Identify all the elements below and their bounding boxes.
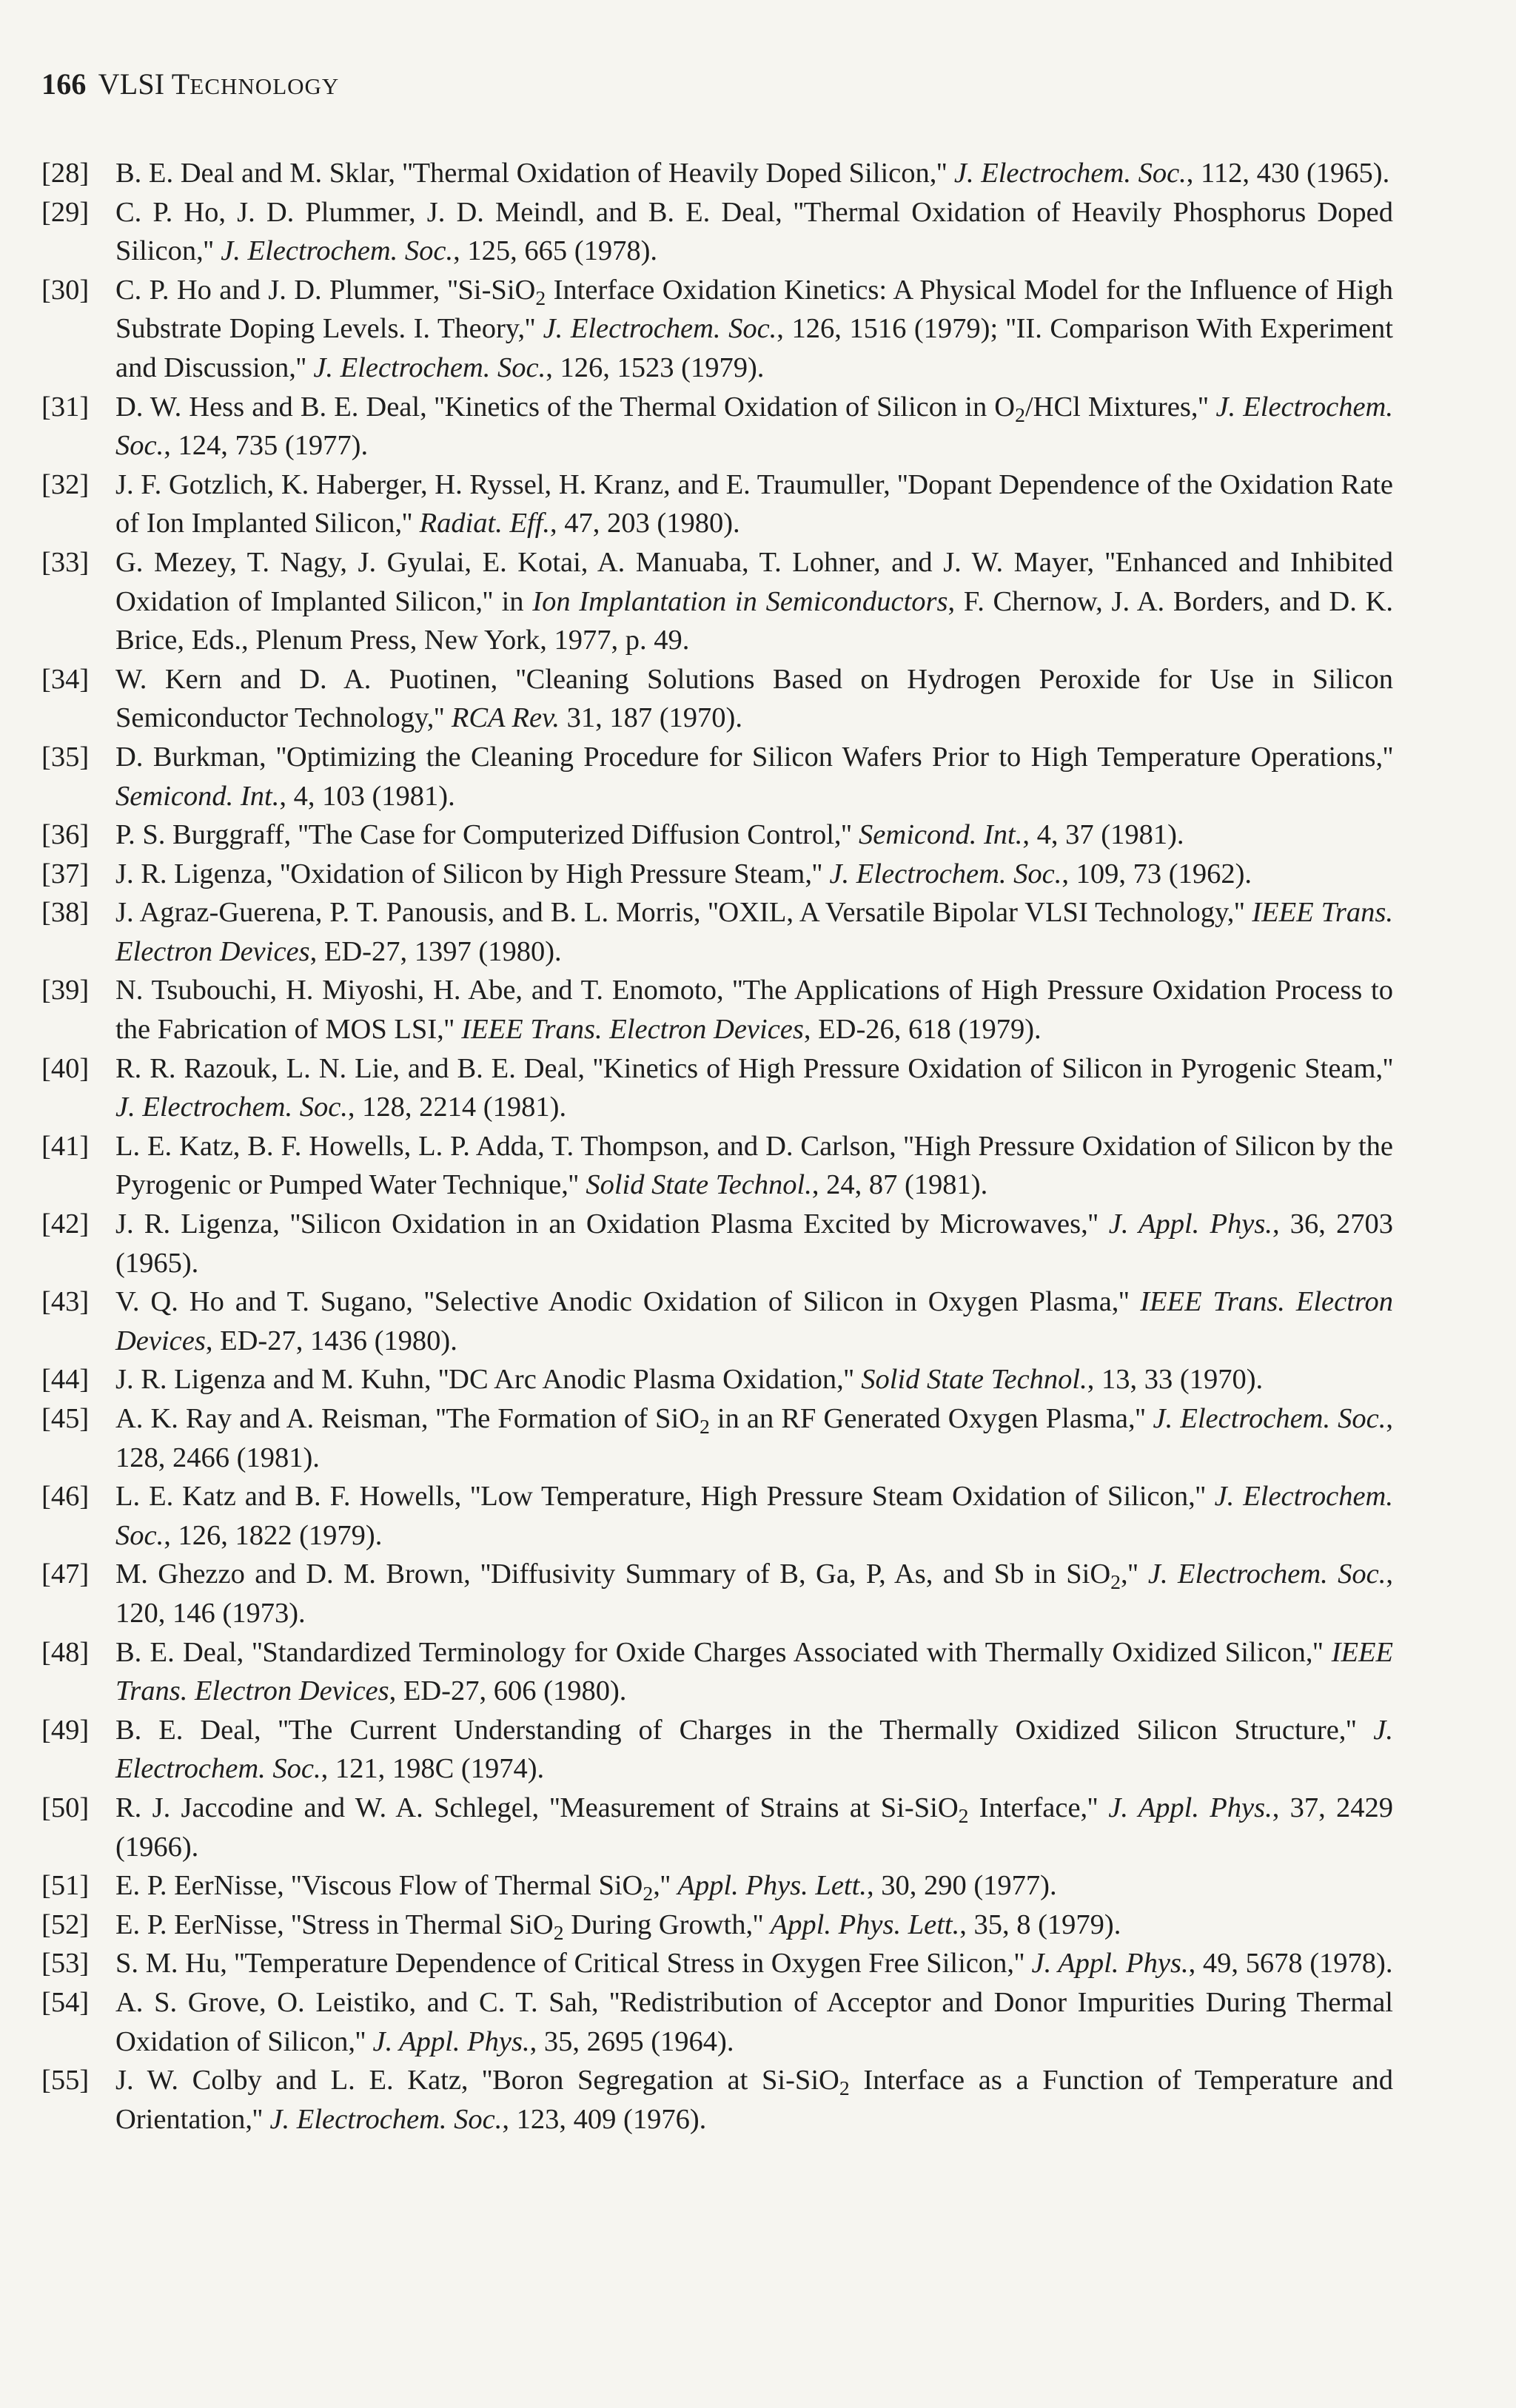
reference-number: [52] [41, 1908, 90, 1940]
reference-text [115, 1558, 1393, 1629]
reference-segment: ,'' [1121, 1558, 1148, 1590]
reference-segment: , 4, 103 (1981). [279, 780, 455, 812]
reference-number: [44] [41, 1364, 90, 1396]
reference-segment: C. P. Ho and J. D. Plummer, ''Si-SiO [115, 274, 536, 306]
reference-text [115, 547, 1393, 656]
journal-title: Semicond. Int. [859, 819, 1023, 851]
reference-segment: R. R. Razouk, L. N. Lie, and B. E. Deal, ''Kinetics of High Pressure Oxidation of Silicon in Pyrogenic Steam,'' [115, 1052, 1393, 1084]
reference-segment: , ED-27, 1397 (1980). [309, 935, 562, 967]
reference-number: [43] [41, 1286, 90, 1318]
reference-segment: D. Burkman, ''Optimizing the Cleaning Procedure for Silicon Wafers Prior to High Temperature Operations,'' [115, 741, 1393, 773]
reference-number: [30] [41, 274, 90, 306]
reference-entry [41, 1906, 1393, 1945]
reference-number: [45] [41, 1403, 90, 1434]
reference-number: [51] [41, 1870, 90, 1902]
reference-segment: B. E. Deal, ''Standardized Terminology for Oxide Charges Associated with Thermally Oxidized Silicon,'' [115, 1636, 1332, 1668]
reference-text [115, 1908, 1121, 1944]
reference-segment: B. E. Deal and M. Sklar, ''Thermal Oxidation of Heavily Doped Silicon,'' [115, 158, 954, 189]
journal-title: Solid State Technol. [861, 1364, 1087, 1396]
reference-segment: J. R. Ligenza, ''Oxidation of Silicon by High Pressure Steam,'' [115, 858, 830, 889]
reference-entry [41, 1205, 1393, 1282]
reference-number: [55] [41, 2065, 90, 2096]
journal-title: J. Electrochem. Soc. [269, 2103, 503, 2135]
reference-segment: , 37, 2429 (1966). [115, 1792, 1394, 1863]
reference-segment: 31, 187 (1970). [559, 702, 742, 734]
running-title-smallcaps: ECHNOLOGY [190, 73, 340, 99]
reference-segment: , 35, 2695 (1964). [529, 2025, 734, 2057]
page-number: 166 [41, 67, 87, 101]
reference-entry [41, 660, 1393, 738]
reference-entry [41, 543, 1393, 660]
reference-text [115, 1208, 1393, 1279]
journal-title: J. Appl. Phys. [1108, 1792, 1272, 1823]
reference-segment: , F. Chernow, J. A. Borders, and D. K. Brice, Eds., Plenum Press, New York, 1977, p. 49. [115, 585, 1393, 656]
reference-segment: L. E. Katz, B. F. Howells, L. P. Adda, T. Thompson, and D. Carlson, ''High Pressure Oxidation of Silicon by the Pyrogenic or Pumped Water Technique,'' [115, 1130, 1393, 1201]
reference-segment: , 126, 1822 (1979). [164, 1519, 383, 1551]
reference-entry [41, 738, 1393, 815]
reference-segment: , 30, 290 (1977). [866, 1870, 1057, 1902]
journal-title: Semicond. Int. [115, 780, 280, 812]
journal-title: IEEE Trans. Electron Devices [115, 1286, 1393, 1356]
reference-segment: , ED-26, 618 (1979). [803, 1014, 1042, 1046]
reference-text [115, 1481, 1393, 1551]
reference-entry [41, 971, 1393, 1049]
reference-number: [32] [41, 468, 90, 500]
reference-segment: , 128, 2214 (1981). [347, 1092, 567, 1123]
reference-segment: Interface as a Function of Temperature and Orientation,'' [115, 2065, 1394, 2135]
reference-segment: , ED-27, 606 (1980). [389, 1675, 627, 1707]
journal-title: J. Electrochem. Soc. [543, 313, 777, 345]
reference-segment: E. P. EerNisse, ''Stress in Thermal SiO [115, 1908, 554, 1940]
reference-number: [53] [41, 1948, 90, 1980]
reference-entry [41, 1477, 1393, 1555]
reference-text [115, 858, 1252, 889]
reference-entry [41, 271, 1393, 388]
reference-segment: , 125, 665 (1978). [453, 235, 658, 267]
reference-text [115, 897, 1393, 967]
journal-title: J. Appl. Phys. [372, 2025, 530, 2057]
reference-text [115, 391, 1393, 462]
reference-segment: A. S. Grove, O. Leistiko, and C. T. Sah, ''Redistribution of Acceptor and Donor Impurities During Thermal Oxidation of Silicon,'' [115, 1986, 1393, 2057]
reference-segment: , 124, 735 (1977). [164, 430, 369, 462]
reference-number: [48] [41, 1636, 90, 1668]
reference-number: [28] [41, 158, 90, 189]
journal-title: Ion Implantation in Semiconductors [532, 585, 948, 617]
reference-list [41, 154, 1393, 2139]
reference-number: [47] [41, 1558, 90, 1590]
reference-segment: S. M. Hu, ''Temperature Dependence of Critical Stress in Oxygen Free Silicon,'' [115, 1948, 1032, 1980]
journal-title: Appl. Phys. Lett. [770, 1908, 960, 1940]
reference-number: [42] [41, 1208, 90, 1240]
reference-segment: J. R. Ligenza, ''Silicon Oxidation in an Oxidation Plasma Excited by Microwaves,'' [115, 1208, 1109, 1240]
reference-segment: During Growth,'' [563, 1908, 771, 1940]
reference-segment: , 36, 2703 (1965). [115, 1208, 1394, 1279]
reference-text [115, 1715, 1393, 1785]
reference-text [115, 1286, 1393, 1356]
reference-segment: , 4, 37 (1981). [1022, 819, 1184, 851]
journal-title: J. Electrochem. Soc. [1153, 1403, 1386, 1434]
journal-title: J. Appl. Phys. [1031, 1948, 1189, 1980]
reference-segment: , 47, 203 (1980). [550, 508, 740, 539]
reference-segment: J. W. Colby and L. E. Katz, ''Boron Segregation at Si-SiO [115, 2065, 839, 2096]
journal-title: IEEE Trans. Electron Devices [115, 897, 1393, 967]
journal-title: J. Electrochem. Soc. [115, 1714, 1393, 1785]
reference-segment: , 121, 198C (1974). [321, 1753, 545, 1785]
reference-text [115, 1948, 1393, 1979]
subscript: 2 [553, 1920, 564, 1944]
running-title-lead: VLSI T [98, 67, 190, 101]
reference-entry [41, 1711, 1393, 1789]
journal-title: IEEE Trans. Electron Devices [461, 1014, 804, 1046]
journal-title: Radiat. Eff. [419, 508, 551, 539]
reference-text [115, 1364, 1263, 1395]
subscript: 2 [699, 1414, 710, 1438]
subscript: 2 [958, 1803, 969, 1827]
reference-text [115, 158, 1389, 189]
reference-number: [36] [41, 819, 90, 851]
reference-segment: , 128, 2466 (1981). [115, 1403, 1394, 1473]
reference-segment: Interface Oxidation Kinetics: A Physical Model for the Influence of High Substrate Doping Levels. I. Theory,'' [115, 274, 1393, 345]
reference-number: [41] [41, 1130, 90, 1162]
reference-entry [41, 1360, 1393, 1399]
reference-entry [41, 154, 1393, 193]
reference-entry [41, 1983, 1393, 2061]
reference-number: [31] [41, 391, 90, 423]
reference-segment: /HCl Mixtures,'' [1024, 391, 1216, 423]
reference-text [115, 275, 1393, 383]
reference-text [115, 1792, 1393, 1863]
reference-segment: N. Tsubouchi, H. Miyoshi, H. Abe, and T. Enomoto, ''The Applications of High Pressure Oxidation Process to the Fabrication of MOS LSI,'' [115, 975, 1393, 1046]
reference-entry [41, 1789, 1393, 1866]
reference-segment: , ED-27, 1436 (1980). [205, 1325, 457, 1356]
journal-title: RCA Rev. [451, 702, 560, 734]
journal-title: J. Electrochem. Soc. [115, 1092, 348, 1123]
reference-segment: J. Agraz-Guerena, P. T. Panousis, and B. L. Morris, ''OXIL, A Versatile Bipolar VLSI Technology,'' [115, 897, 1252, 929]
reference-segment: , 126, 1523 (1979). [546, 352, 765, 383]
journal-title: Appl. Phys. Lett. [677, 1870, 867, 1902]
reference-segment: W. Kern and D. A. Puotinen, ''Cleaning Solutions Based on Hydrogen Peroxide for Use in Silicon Semiconductor Technology,'' [115, 663, 1393, 734]
journal-title: IEEE Trans. Electron Devices [115, 1636, 1393, 1707]
reference-segment: , 49, 5678 (1978). [1188, 1948, 1393, 1980]
subscript: 2 [839, 2076, 850, 2099]
reference-entry [41, 1127, 1393, 1205]
journal-title: J. Electrochem. Soc. [1147, 1558, 1386, 1590]
reference-segment: J. F. Gotzlich, K. Haberger, H. Ryssel, H. Kranz, and E. Traumuller, ''Dopant Dependence of the Oxidation Rate of Ion Implanted Silicon,'' [115, 468, 1393, 539]
journal-title: J. Electrochem. Soc. [953, 158, 1187, 189]
reference-segment: R. J. Jaccodine and W. A. Schlegel, ''Measurement of Strains at Si-SiO [115, 1792, 959, 1823]
reference-entry [41, 193, 1393, 271]
reference-segment: ,'' [653, 1870, 678, 1902]
reference-segment: B. E. Deal, ''The Current Understanding of Charges in the Thermally Oxidized Silicon Structure,'' [115, 1714, 1374, 1746]
reference-number: [46] [41, 1481, 90, 1513]
reference-text [115, 469, 1393, 539]
reference-text [115, 1870, 1057, 1905]
reference-text [115, 1403, 1393, 1473]
reference-segment: , 123, 409 (1976). [502, 2103, 707, 2135]
reference-number: [39] [41, 975, 90, 1006]
journal-title: J. Appl. Phys. [1108, 1208, 1272, 1240]
reference-number: [33] [41, 546, 90, 578]
reference-segment: in an RF Generated Oxygen Plasma,'' [709, 1403, 1153, 1434]
reference-text [115, 2065, 1393, 2135]
reference-segment: J. R. Ligenza and M. Kuhn, ''DC Arc Anodic Plasma Oxidation,'' [115, 1364, 862, 1396]
reference-number: [37] [41, 858, 90, 889]
running-header [41, 64, 339, 107]
reference-segment: G. Mezey, T. Nagy, J. Gyulai, E. Kotai, A. Manuaba, T. Lohner, and J. W. Mayer, ''Enhanced and Inhibited Oxidation of Implanted Silicon,'' in [115, 546, 1393, 617]
reference-entry [41, 1866, 1393, 1906]
reference-entry [41, 2061, 1393, 2139]
reference-number: [40] [41, 1052, 90, 1084]
journal-title: J. Electrochem. Soc. [115, 391, 1393, 462]
reference-number: [50] [41, 1792, 90, 1823]
reference-segment: , 24, 87 (1981). [811, 1169, 988, 1201]
reference-entry [41, 465, 1393, 543]
reference-entry [41, 1282, 1393, 1360]
reference-text [115, 975, 1393, 1045]
reference-text [115, 1987, 1393, 2057]
reference-segment: E. P. EerNisse, ''Viscous Flow of Thermal SiO [115, 1870, 643, 1902]
reference-text [115, 664, 1393, 734]
reference-number: [54] [41, 1986, 90, 2018]
reference-number: [29] [41, 196, 90, 228]
subscript: 2 [643, 1881, 654, 1905]
reference-segment: , 13, 33 (1970). [1087, 1364, 1264, 1396]
reference-segment: D. W. Hess and B. E. Deal, ''Kinetics of the Thermal Oxidation of Silicon in O [115, 391, 1016, 423]
reference-entry [41, 815, 1393, 855]
reference-text [115, 819, 1184, 850]
journal-title: Solid State Technol. [586, 1169, 812, 1201]
reference-number: [35] [41, 741, 90, 773]
subscript: 2 [535, 286, 546, 309]
journal-title: J. Electrochem. Soc. [313, 352, 546, 383]
journal-title: J. Electrochem. Soc. [221, 235, 454, 267]
reference-segment: L. E. Katz and B. F. Howells, ''Low Temperature, High Pressure Steam Oxidation of Silicon,'' [115, 1481, 1215, 1513]
reference-text [115, 1053, 1393, 1123]
reference-segment: , 120, 146 (1973). [115, 1558, 1394, 1629]
reference-segment: , 126, 1516 (1979); ''II. Comparison With Experiment and Discussion,'' [115, 313, 1393, 383]
subscript: 2 [1110, 1570, 1121, 1594]
reference-text [115, 1131, 1393, 1201]
reference-entry [41, 855, 1393, 894]
reference-segment: A. K. Ray and A. Reisman, ''The Formation of SiO [115, 1403, 700, 1434]
reference-segment: Interface,'' [968, 1792, 1109, 1823]
reference-entry [41, 1049, 1393, 1127]
reference-entry [41, 388, 1393, 465]
reference-segment: , 109, 73 (1962). [1061, 858, 1252, 889]
reference-number: [34] [41, 663, 90, 695]
journal-title: J. Electrochem. Soc. [115, 1481, 1393, 1551]
reference-entry [41, 1399, 1393, 1477]
reference-number: [38] [41, 897, 90, 929]
reference-segment: V. Q. Ho and T. Sugano, ''Selective Anodic Oxidation of Silicon in Oxygen Plasma,'' [115, 1286, 1141, 1318]
reference-segment: , 35, 8 (1979). [959, 1908, 1121, 1940]
reference-entry [41, 1633, 1393, 1711]
journal-title: J. Electrochem. Soc. [829, 858, 1062, 889]
running-title [98, 67, 340, 101]
reference-number: [49] [41, 1714, 90, 1746]
reference-entry [41, 893, 1393, 971]
subscript: 2 [1015, 403, 1025, 426]
reference-entry [41, 1555, 1393, 1632]
reference-segment: P. S. Burggraff, ''The Case for Computerized Diffusion Control,'' [115, 819, 859, 851]
reference-text [115, 741, 1393, 812]
reference-segment: M. Ghezzo and D. M. Brown, ''Diffusivity Summary of B, Ga, P, As, and Sb in SiO [115, 1558, 1111, 1590]
reference-segment: C. P. Ho, J. D. Plummer, J. D. Meindl, and B. E. Deal, ''Thermal Oxidation of Heavily Phosphorus Doped Silicon,'' [115, 196, 1393, 267]
reference-segment: , 112, 430 (1965). [1186, 158, 1390, 189]
reference-entry [41, 1944, 1393, 1983]
reference-text [115, 197, 1393, 267]
reference-text [115, 1637, 1393, 1707]
